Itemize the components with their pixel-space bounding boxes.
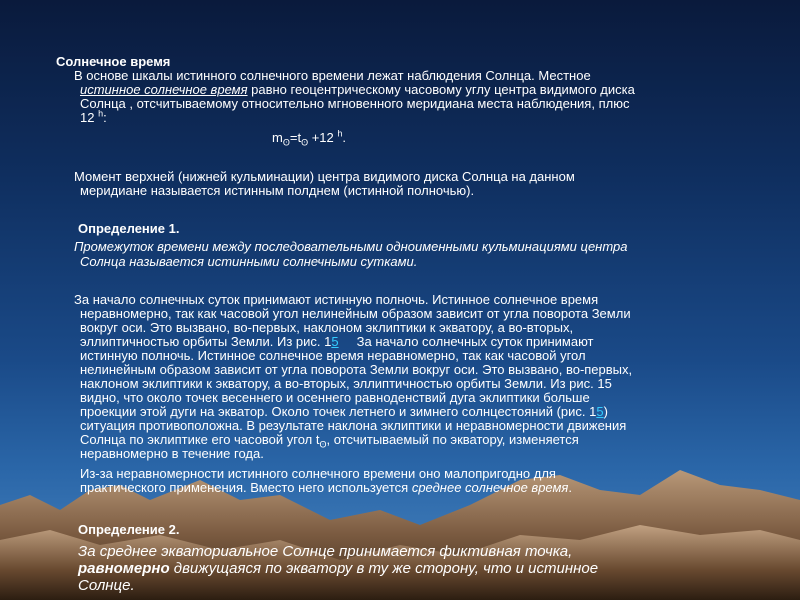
definition-1-line-2: Солнца называется истинными солнечными сутками.	[80, 254, 418, 269]
p1-line-1: В основе шкалы истинного солнечного времени лежат наблюдения Солнца. Местное	[74, 68, 591, 83]
definition-2-line-1: За среднее экваториальное Солнце принимается фиктивная точка,	[78, 543, 573, 560]
p4-line-2: практического применения. Вместо него используется среднее солнечное время.	[80, 480, 573, 495]
p3-line-2: неравномерно, так как часовой угол нелинейным образом зависит от угла поворота Земли	[80, 306, 631, 321]
p3-line-1: За начало солнечных суток принимают истинную полночь. Истинное солнечное время	[74, 292, 599, 307]
p3-line-5: истинную полночь. Истинное солнечное время неравномерно, так как часовой угол	[80, 348, 586, 363]
p1-line-3: Солнца , отсчитываемому относительно мгновенного меридиана места наблюдения, плюс	[80, 96, 630, 111]
term-true-solar-time: истинное солнечное время	[80, 82, 248, 97]
definition-2-line-3: Солнце.	[78, 577, 135, 594]
p4-line-1: Из-за неравномерности истинного солнечного времени оно малопригодно для	[80, 466, 556, 481]
definition-1-title: Определение 1.	[78, 221, 180, 236]
definition-1-line-1: Промежуток времени между последовательными одноименными кульминациями центра	[74, 239, 628, 254]
p3-line-6: нелинейным образом зависит от угла поворота Земли вокруг оси. Это вызвано, во-первых,	[80, 362, 633, 377]
p3-line-7: наклоном эклиптики к экватору, а во-вторых, эллиптичностью орбиты Земли. Из рис. 15	[80, 376, 612, 391]
p1-line-2: истинное солнечное время равно геоцентрическому часовому углу центра видимого диска	[80, 82, 635, 97]
term-mean-solar-time: среднее солнечное время	[411, 480, 569, 495]
p3-line-10: ситуация противоположна. В результате наклона эклиптики и неравномерности движения	[80, 418, 627, 433]
p2-line-2: меридиане называется истинным полднем (истинной полночью).	[80, 183, 475, 198]
definition-2-line-2: равномерно движущаяся по экватору в ту же сторону, что и истинное	[78, 560, 599, 577]
p2-line-1: Момент верхней (нижней кульминации) центра видимого диска Солнца на данном	[74, 169, 575, 184]
p3-line-11: Солнца по эклиптике его часовой угол $t_ʘ$, отсчитываемый по экватору, изменяется	[80, 432, 579, 450]
term-uniformly: равномерно	[78, 560, 170, 577]
section-heading: Солнечное время	[56, 54, 171, 69]
figure-link[interactable]: 5	[596, 404, 604, 419]
p3-line-3: вокруг оси. Это вызвано, во-первых, наклоном эклиптики к экватору, а во-вторых,	[80, 320, 574, 335]
p3-line-4: эллиптичностью орбиты Земли. Из рис. 15 За начало солнечных суток принимают	[80, 334, 594, 349]
p3-line-9: проекции этой дуги на экватор. Около точек летнего и зимнего солнцестояний (рис. 15)	[80, 404, 608, 419]
figure-link[interactable]: 5	[331, 334, 339, 349]
p3-line-12: неравномерно в течение года.	[80, 446, 264, 461]
p1-line-4: 12 $^h$:	[80, 108, 107, 125]
formula: $m_ʘ=t_ʘ +12$ $^h$.	[272, 128, 347, 148]
p3-line-8: видно, что около точек весеннего и осеннего равноденствий дуга эклиптики больше	[80, 390, 590, 405]
definition-2-title: Определение 2.	[78, 522, 180, 537]
